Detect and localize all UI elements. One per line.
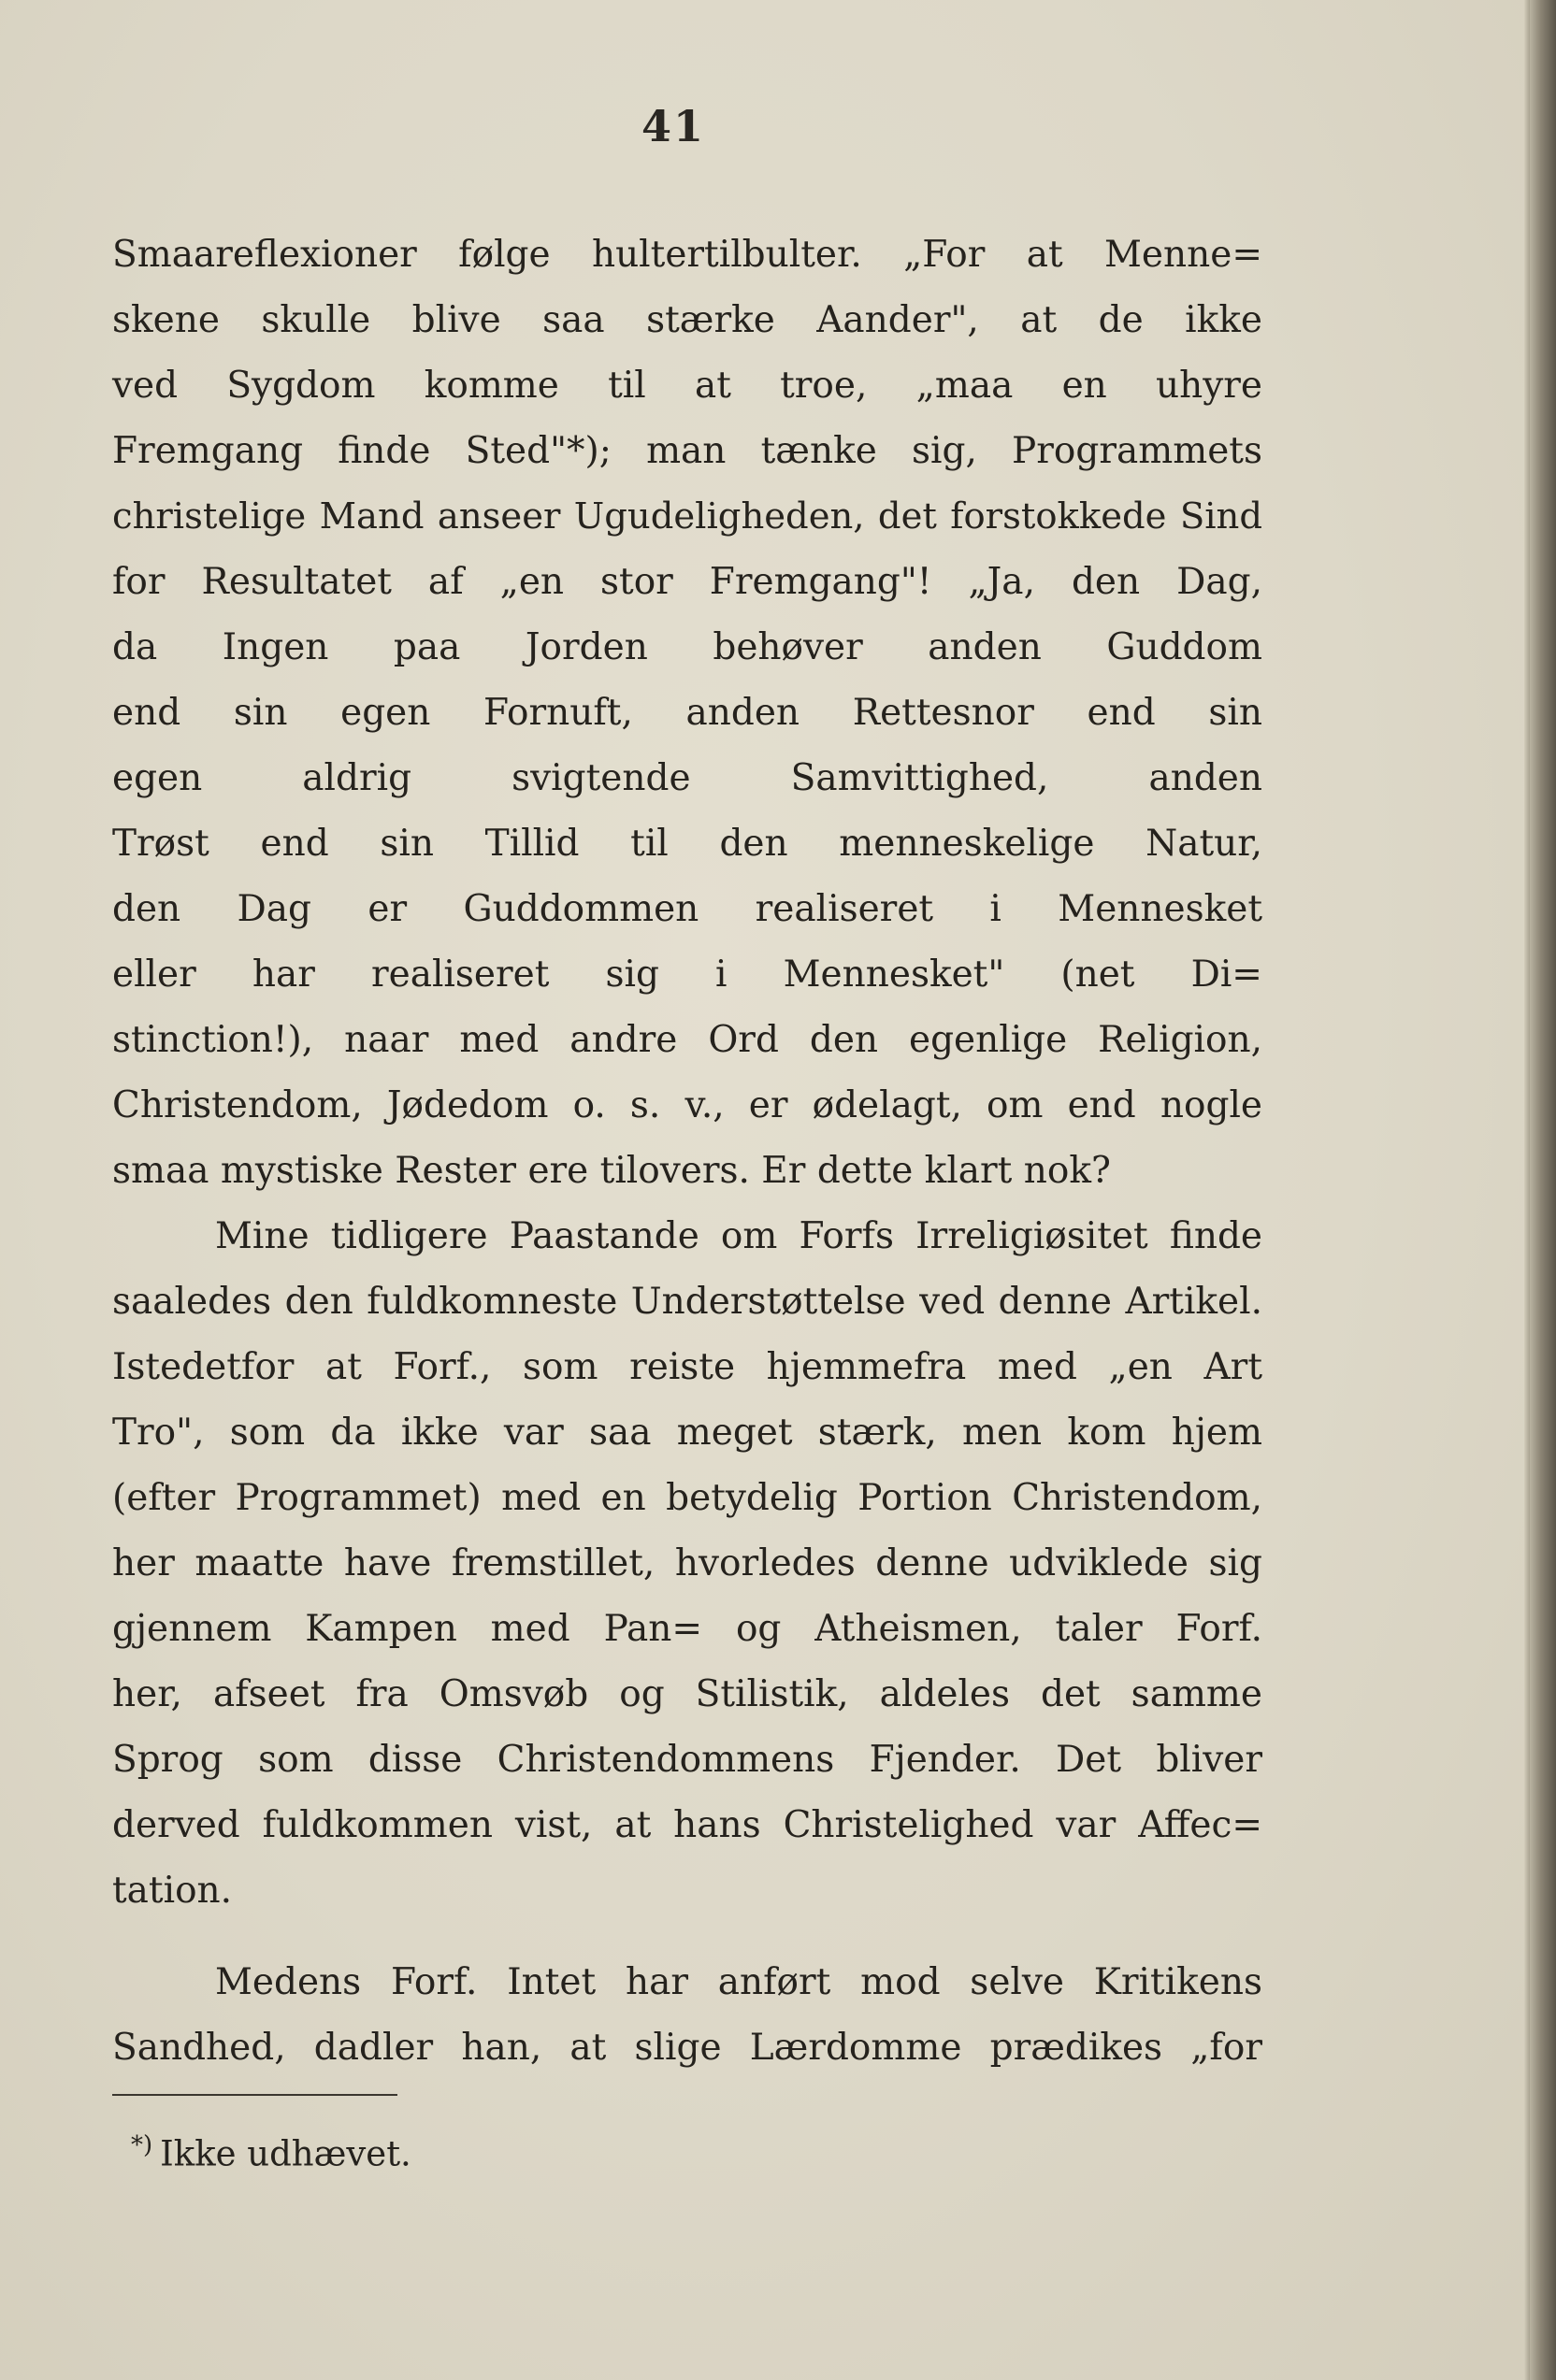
text-line: Tro", som da ikke var saa meget stærk, men kom hjem	[112, 1412, 1262, 1454]
text-line: Istedetfor at Forf., som reiste hjemmefra med „en Art	[112, 1346, 1262, 1388]
footnote-text: Ikke udhævet.	[160, 2133, 411, 2174]
text-line: christelige Mand anseer Ugudeligheden, det forstokkede Sind	[112, 495, 1262, 538]
body-text	[112, 222, 1262, 2081]
text-line: gjennem Kampen med Pan= og Atheismen, taler Forf.	[112, 1608, 1262, 1650]
text-line: for Resultatet af „en stor Fremgang"! „Ja, den Dag,	[112, 561, 1262, 603]
text-line: saaledes den fuldkomneste Understøttelse ved denne Artikel.	[112, 1281, 1262, 1323]
text-line: ved Sygdom komme til at troe, „maa en uhyre	[112, 365, 1262, 407]
text-line: eller har realiseret sig i Mennesket" (net Di=	[112, 953, 1262, 996]
paragraph-gap	[112, 1924, 1262, 1950]
text-line: Fremgang finde Sted"*); man tænke sig, Programmets	[112, 430, 1262, 472]
book-spine	[1530, 0, 1556, 2380]
text-line: skene skulle blive saa stærke Aander", at de ikke	[112, 299, 1262, 341]
text-line: derved fuldkommen vist, at hans Christelighed var Affec=	[112, 1804, 1262, 1846]
text-line: da Ingen paa Jorden behøver anden Guddom	[112, 626, 1262, 668]
footnote-rule	[112, 2094, 397, 2096]
page-number: 41	[641, 101, 705, 151]
text-line: den Dag er Guddommen realiseret i Mennesket	[112, 888, 1262, 930]
text-line: egen aldrig svigtende Samvittighed, anden	[112, 757, 1262, 799]
text-line: Christendom, Jødedom o. s. v., er ødelagt, om end nogle	[112, 1084, 1262, 1126]
footnote-mark: *)	[131, 2131, 153, 2159]
text-line: Sprog som disse Christendommens Fjender. Det bliver	[112, 1739, 1262, 1781]
text-line: (efter Programmet) med en betydelig Portion Christendom,	[112, 1477, 1262, 1519]
text-line: Mine tidligere Paastande om Forfs Irreligiøsitet finde	[215, 1215, 1262, 1257]
text-line: tation.	[112, 1870, 233, 1912]
text-line: stinction!), naar med andre Ord den egenlige Religion,	[112, 1019, 1262, 1061]
text-line: smaa mystiske Rester ere tilovers. Er dette klart nok?	[112, 1150, 1111, 1192]
text-line: Medens Forf. Intet har anført mod selve Kritikens	[215, 1961, 1262, 2003]
text-line: Smaareflexioner følge hultertilbulter. „For at Menne=	[112, 234, 1262, 276]
text-line: her, afseet fra Omsvøb og Stilistik, aldeles det samme	[112, 1673, 1262, 1715]
text-line: her maatte have fremstillet, hvorledes denne udviklede sig	[112, 1542, 1262, 1584]
text-line: Trøst end sin Tillid til den menneskelige Natur,	[112, 823, 1262, 865]
text-line: Sandhed, dadler han, at slige Lærdomme prædikes „for	[112, 2027, 1262, 2069]
footnote	[131, 2131, 411, 2173]
text-line: end sin egen Fornuft, anden Rettesnor end sin	[112, 692, 1262, 734]
